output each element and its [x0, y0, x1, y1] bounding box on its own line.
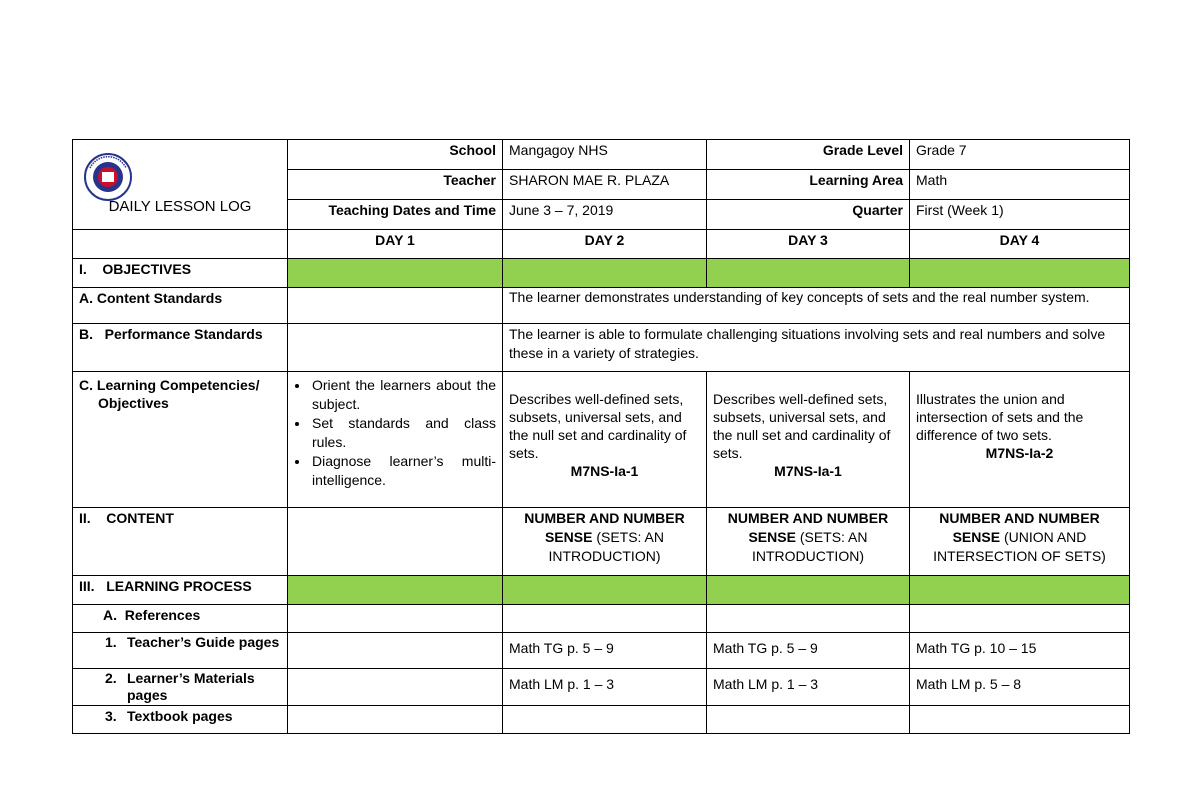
learning-process-heading: III. LEARNING PROCESS	[73, 576, 288, 605]
day-header: DAY 1	[288, 230, 503, 259]
page-title: DAILY LESSON LOG	[108, 198, 252, 215]
day3-content: NUMBER AND NUMBER SENSE (SETS: AN INTRODUCTION)	[707, 508, 910, 576]
learning-area-label: Learning Area	[707, 170, 910, 200]
quarter-value: First (Week 1)	[910, 200, 1130, 230]
content-heading: II. CONTENT	[73, 508, 288, 576]
day-header-empty	[73, 230, 288, 259]
day4-competencies: Illustrates the union and intersection of sets and the difference of two sets. M7NS-Ia-2	[910, 372, 1130, 508]
day4-content: NUMBER AND NUMBER SENSE (UNION AND INTERSECTION OF SETS)	[910, 508, 1130, 576]
performance-standards-text: The learner is able to formulate challenging situations involving sets and real numbers and solve these in a variety of strategies.	[503, 324, 1130, 372]
green-band-cell	[503, 259, 707, 288]
deped-seal-icon	[83, 152, 133, 202]
textbook-pages-label: 3. Textbook pages	[73, 706, 288, 734]
content-standards-label: A. Content Standards	[73, 288, 288, 324]
list-item: • Orient the learners about the subject.	[310, 376, 496, 414]
empty-cell	[288, 508, 503, 576]
green-band-cell	[503, 576, 707, 605]
empty-cell	[707, 605, 910, 633]
teacher-label: Teacher	[288, 170, 503, 200]
day2-content: NUMBER AND NUMBER SENSE (SETS: AN INTRODUCTION)	[503, 508, 707, 576]
school-label: School	[288, 140, 503, 170]
green-band-cell	[910, 259, 1130, 288]
tg-pages-cell: Math TG p. 10 – 15	[910, 633, 1130, 669]
empty-cell	[910, 706, 1130, 734]
day-header: DAY 3	[707, 230, 910, 259]
day-header: DAY 4	[910, 230, 1130, 259]
teacher-value: SHARON MAE R. PLAZA	[503, 170, 707, 200]
empty-cell	[288, 288, 503, 324]
references-label: A. References	[73, 605, 288, 633]
learning-competencies-label: C. Learning Competencies/ Objectives	[73, 372, 288, 508]
green-band-cell	[288, 576, 503, 605]
lm-pages-cell: Math LM p. 5 – 8	[910, 669, 1130, 706]
lm-pages-cell: Math LM p. 1 – 3	[707, 669, 910, 706]
green-band-cell	[288, 259, 503, 288]
day-header: DAY 2	[503, 230, 707, 259]
empty-cell	[503, 706, 707, 734]
day3-competencies: Describes well-defined sets, subsets, universal sets, and the null set and cardinality of sets. M7NS-Ia-1	[707, 372, 910, 508]
empty-cell	[910, 605, 1130, 633]
tg-pages-cell: Math TG p. 5 – 9	[707, 633, 910, 669]
lm-pages-cell: Math LM p. 1 – 3	[503, 669, 707, 706]
list-item: • Set standards and class rules.	[310, 414, 496, 452]
tg-pages-cell	[288, 633, 503, 669]
objectives-heading: I. OBJECTIVES	[73, 259, 288, 288]
empty-cell	[288, 324, 503, 372]
grade-level-label: Grade Level	[707, 140, 910, 170]
learning-area-value: Math	[910, 170, 1130, 200]
content-standards-text: The learner demonstrates understanding of key concepts of sets and the real number system.	[503, 288, 1130, 324]
empty-cell	[288, 706, 503, 734]
school-value: Mangagoy NHS	[503, 140, 707, 170]
green-band-cell	[910, 576, 1130, 605]
teaching-dates-value: June 3 – 7, 2019	[503, 200, 707, 230]
performance-standards-label: B. Performance Standards	[73, 324, 288, 372]
header-logo-title-cell	[73, 140, 288, 230]
daily-lesson-log-table	[72, 139, 1130, 734]
empty-cell	[503, 605, 707, 633]
grade-level-value: Grade 7	[910, 140, 1130, 170]
tg-pages-cell: Math TG p. 5 – 9	[503, 633, 707, 669]
teachers-guide-label: 1. Teacher’s Guide pages	[73, 633, 288, 669]
green-band-cell	[707, 576, 910, 605]
lm-pages-cell	[288, 669, 503, 706]
empty-cell	[707, 706, 910, 734]
day1-competencies	[288, 372, 503, 508]
quarter-label: Quarter	[707, 200, 910, 230]
teaching-dates-label: Teaching Dates and Time	[288, 200, 503, 230]
learners-materials-label: 2. Learner’s Materials pages	[73, 669, 288, 706]
green-band-cell	[707, 259, 910, 288]
day2-competencies: Describes well-defined sets, subsets, universal sets, and the null set and cardinality of sets. M7NS-Ia-1	[503, 372, 707, 508]
empty-cell	[288, 605, 503, 633]
list-item: • Diagnose learner’s multi-intelligence.	[310, 452, 496, 490]
